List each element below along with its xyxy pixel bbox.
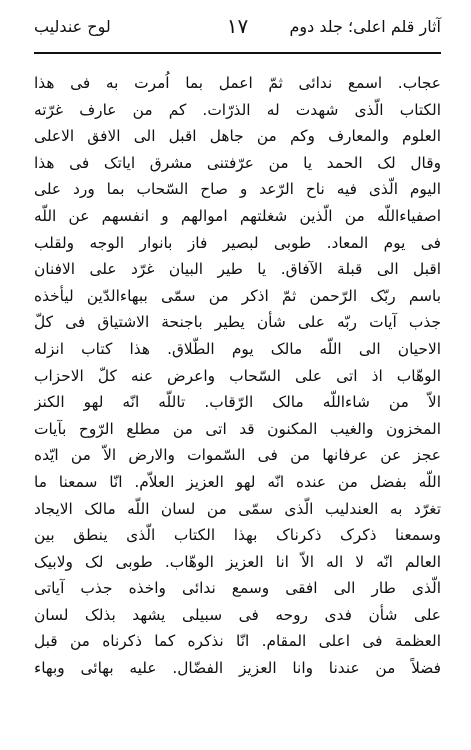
header-title: آثار قلم اعلی؛ جلد دوم: [289, 17, 441, 36]
text-line: اللّه بفضل من عنده انّه لهو العزیز العلاّم. انّا سمعنا ما: [34, 472, 441, 491]
text-line: عجاب. اسمع ندائی ثمّ اعمل بما اُمرت به فی هذا: [34, 74, 441, 92]
page-header: [34, 14, 441, 46]
text-line: العلوم والمعارف وکم من جاهل اقبل الی الافق الاعلی: [34, 127, 441, 146]
text-line: الاّ من شاءاللّه مالک الرّقاب. تاللّه انّه لهو الکنز: [34, 393, 441, 412]
text-line: الوهّاب اذ اتی علی السّحاب واعرض عنه کلّ الاحزاب: [34, 366, 441, 385]
text-line: اصفیاءاللّه من الّذین شغلتهم اموالهم و انفسهم عن اللّه: [34, 206, 441, 225]
text-line: العظمة فی اعلی المقام. انّا نذکره کما ذکرناه من قبل: [34, 632, 441, 651]
text-line: جذب آیات ربّه علی شأن یطیر باجنحة الاشتیاق فی کلّ: [34, 313, 441, 332]
text-line: الّذی طار الی افقی وسمع ندائی واخذه جذب آیاتی: [34, 579, 441, 598]
header-rule: [34, 52, 441, 54]
text-line: وقال لک الحمد یا من عرّفتنی مشرق ایاتک فی هذا: [34, 153, 441, 172]
header-book-title: لوح عندلیب: [34, 17, 111, 36]
text-line: باسم ربّک الرّحمن ثمّ اذکر من سمّی ببهاءالدّین لیأخذه: [34, 286, 441, 305]
text-line: الکتاب الّذی شهدت له الذرّات. کم من عارف غرّته: [34, 100, 441, 119]
text-line: فضلاً من عندنا وانا العزیز الفضّال. علیه بهائی وبهاء: [34, 659, 441, 678]
text-line: اقبل الی قبلة الآفاق. یا طیر البیان غرّد علی الافنان: [34, 260, 441, 279]
text-line: عجز عن عرفانها من فی السّموات والارض الاّ من ایّده: [34, 446, 441, 465]
text-line: علی شأن فدی روحه فی سبیلی یشهد بذلک لسان: [34, 605, 441, 624]
text-line: تغرّد به العندلیب الّذی سمّی من لسان اللّه مالک الایجاد: [34, 499, 441, 518]
body-text: [34, 70, 441, 682]
text-line: فی یوم المعاد. طوبی لبصیر فاز بانوار الوجه ولقلب: [34, 233, 441, 252]
text-line: المخزون والغیب المکنون قد اتی من مطلع الرّوح بآیات: [34, 419, 441, 438]
page-number: ١٧: [226, 14, 249, 38]
text-line: العالم انّه لا اله الاّ انا العزیز الوهّاب. طوبی لک ولابیک: [34, 552, 441, 571]
text-line: الاحیان الی اللّه مالک یوم الطّلاق. هذا کتاب انزله: [34, 339, 441, 358]
text-line: وسمعنا ذکرک ذکرناک بهذا الکتاب الّذی ینطق بین: [34, 526, 441, 545]
text-line: الیوم الّذی فیه ناح الرّعد و صاح السّحاب بما ورد علی: [34, 180, 441, 199]
